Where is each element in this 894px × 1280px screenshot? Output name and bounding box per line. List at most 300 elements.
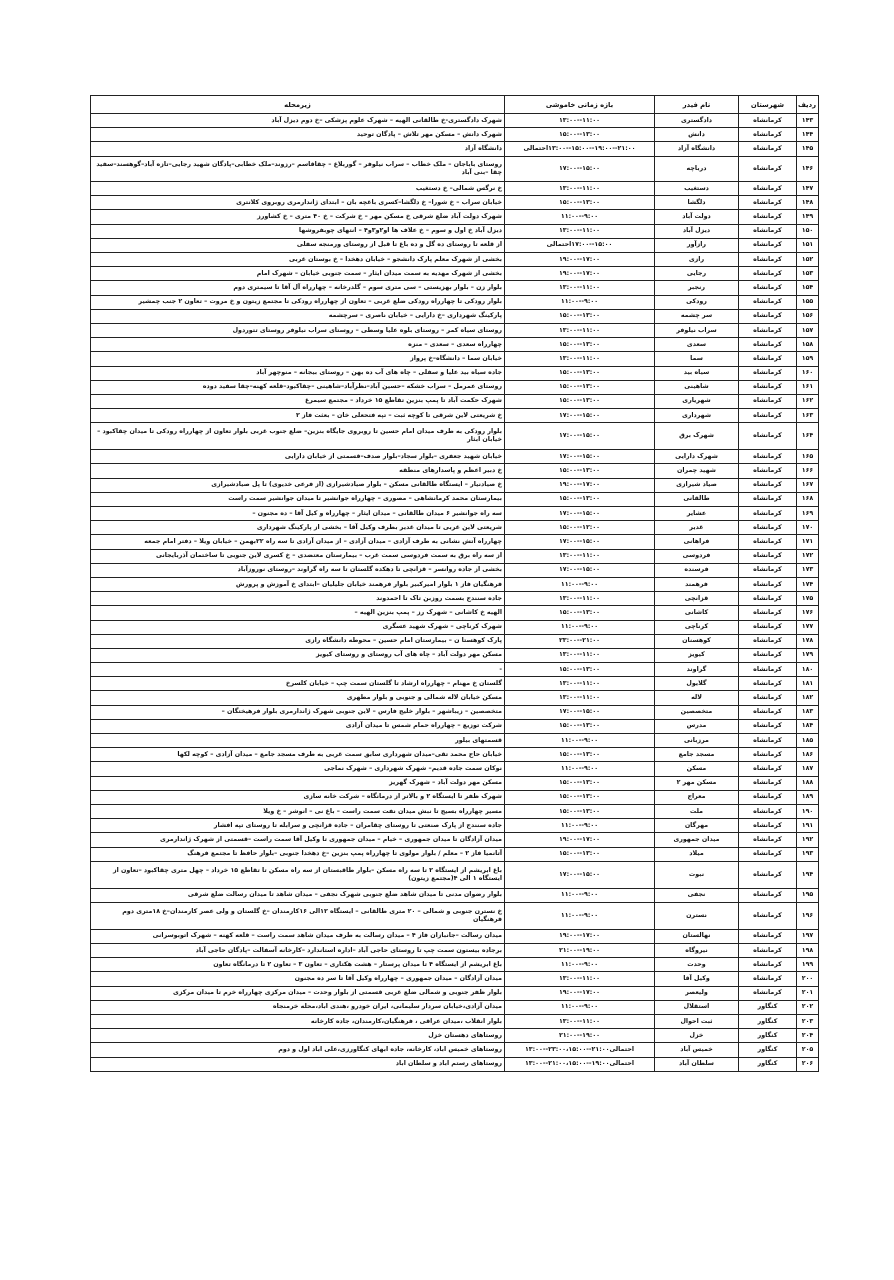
row-number-cell: ۱۷۳ <box>797 563 819 577</box>
feeder-cell: نبوت <box>655 861 739 888</box>
row-number-cell: ۱۸۳ <box>797 705 819 719</box>
county-cell: کرمانشاه <box>739 606 797 620</box>
outage-window-cell: ۱۱:۰۰--۱۳:۰۰ <box>505 114 655 128</box>
table-row <box>91 394 819 408</box>
neighborhood-cell: - <box>91 663 505 677</box>
table-row <box>91 352 819 366</box>
feeder-cell: رازی <box>655 253 739 267</box>
county-cell: کرمانشاه <box>739 423 797 450</box>
feeder-cell: گراوند <box>655 663 739 677</box>
county-cell: کرمانشاه <box>739 253 797 267</box>
neighborhood-cell: خ نرگس شمالی– خ دستغیب <box>91 182 505 196</box>
neighborhood-cell: خیابان سما – دانشگاه–خ پرواز <box>91 352 505 366</box>
table-row <box>91 1057 819 1071</box>
feeder-cell: ملت <box>655 804 739 818</box>
feeder-cell: خزل <box>655 1029 739 1043</box>
county-cell: کرمانشاه <box>739 577 797 591</box>
table-row <box>91 734 819 748</box>
county-cell: کرمانشاه <box>739 705 797 719</box>
county-cell: کرمانشاه <box>739 309 797 323</box>
feeder-cell: درباچه <box>655 156 739 182</box>
county-cell: کرمانشاه <box>739 464 797 478</box>
table-row <box>91 409 819 423</box>
outage-window-cell: ۱۷:۰۰--۱۹:۰۰ <box>505 267 655 281</box>
feeder-cell: شاهینی <box>655 380 739 394</box>
row-number-cell: ۲۰۳ <box>797 1015 819 1029</box>
feeder-cell: طالقانی <box>655 492 739 506</box>
county-cell: کرمانشاه <box>739 295 797 309</box>
outage-window-cell: ۱۱:۰۰--۱۳:۰۰ <box>505 549 655 563</box>
neighborhood-cell: پارک کوهستا ن – بیمارستان امام حسین – محوطه دانشگاه رازی <box>91 634 505 648</box>
outage-window-cell: ۱۳:۰۰--۱۵:۰۰ <box>505 790 655 804</box>
table-row <box>91 1043 819 1057</box>
row-number-cell: ۱۹۲ <box>797 833 819 847</box>
feeder-cell: مسجد جامع <box>655 748 739 762</box>
row-number-cell: ۱۴۶ <box>797 156 819 182</box>
outage-window-cell: ۱۷:۰۰--۱۹:۰۰ <box>505 478 655 492</box>
table-row <box>91 450 819 464</box>
neighborhood-cell: نوکان سمت جاده قدیم– شهرک شهرداری – شهرک نماجی <box>91 762 505 776</box>
feeder-cell: ثبت احوال <box>655 1015 739 1029</box>
row-number-cell: ۱۵۳ <box>797 267 819 281</box>
outage-window-cell: ۱۱:۰۰--۱۳:۰۰ <box>505 323 655 337</box>
county-cell: کرمانشاه <box>739 409 797 423</box>
neighborhood-cell: روستای سیاه کمر – روستای بلوه علیا وسطی – روستای سراب نیلوفر روستای تتوردول <box>91 323 505 337</box>
neighborhood-cell: شهرک کرناچی – شهرک شهید عسگری <box>91 620 505 634</box>
neighborhood-cell: مسکن مهر دولت آباد – شهرک گهریز <box>91 776 505 790</box>
table-row <box>91 634 819 648</box>
table-row <box>91 620 819 634</box>
outage-window-cell: ۱۹:۰۰--۲۱:۰۰ <box>505 944 655 958</box>
outage-window-cell: ۱۷:۰۰--۱۹:۰۰ <box>505 253 655 267</box>
neighborhood-cell: مسکن خیابان لاله شمالی و جنوبی و بلوار مطهری <box>91 691 505 705</box>
row-number-cell: ۱۹۵ <box>797 888 819 902</box>
table-row <box>91 281 819 295</box>
outage-window-cell: ۱۱:۰۰--۱۳:۰۰ <box>505 182 655 196</box>
neighborhood-cell: میدان آزادگان – میدان جمهوری – چهارراه وکیل آقا تا سر ده مجنون <box>91 972 505 986</box>
neighborhood-cell: از قلعه تا روستای ده گل و ده باغ تا قبل از روستای ورمنجه سفلی <box>91 238 505 252</box>
county-cell: کرمانشاه <box>739 861 797 888</box>
county-cell: کرمانشاه <box>739 958 797 972</box>
county-cell: کرمانشاه <box>739 450 797 464</box>
feeder-cell: کیویز <box>655 648 739 662</box>
outage-window-cell: ۱۳:۰۰--۱۵:۰۰ <box>505 380 655 394</box>
county-cell: کرمانشاه <box>739 719 797 733</box>
neighborhood-cell: روستای عمرمل – سراب خشکه –حسین آباد–نظرآباد–شاهینی –چقاکبود–قلعه کهنه–چقا سفید دوده <box>91 380 505 394</box>
neighborhood-cell: خیابان حاج محمد تقی–میدان شهرداری سابق سمت غربی به طرف مسجد جامع – میدان آزادی – کوچه لکها <box>91 748 505 762</box>
feeder-cell: مدرس <box>655 719 739 733</box>
feeder-cell: مهرگان <box>655 819 739 833</box>
outage-window-cell: ۱۵:۰۰--۱۷:۰۰ <box>505 450 655 464</box>
feeder-cell: کوهسنان <box>655 634 739 648</box>
row-number-cell: ۱۵۹ <box>797 352 819 366</box>
county-cell: کرمانشاه <box>739 210 797 224</box>
row-number-cell: ۱۴۹ <box>797 210 819 224</box>
row-number-cell: ۱۸۱ <box>797 677 819 691</box>
table-row <box>91 1000 819 1014</box>
table-row <box>91 902 819 929</box>
feeder-cell: گلایول <box>655 677 739 691</box>
county-cell: کرمانشاه <box>739 549 797 563</box>
feeder-cell: دیزل آباد <box>655 224 739 238</box>
county-cell: کرمانشاه <box>739 196 797 210</box>
outage-window-cell: ۱۳:۰۰--۱۵:۰۰ <box>505 776 655 790</box>
outage-window-cell: ۹:۰۰--۱۱:۰۰ <box>505 210 655 224</box>
county-cell: کرمانشاه <box>739 128 797 142</box>
row-number-cell: ۱۶۷ <box>797 478 819 492</box>
county-cell: کرمانشاه <box>739 224 797 238</box>
header-row <box>91 96 819 114</box>
table-row <box>91 156 819 182</box>
feeder-cell: فرهمند <box>655 577 739 591</box>
table-row <box>91 577 819 591</box>
table-row <box>91 677 819 691</box>
outage-window-cell: ۱۵:۰۰--۱۷:۰۰ <box>505 423 655 450</box>
row-number-cell: ۱۶۸ <box>797 492 819 506</box>
outage-window-cell: ۱۱:۰۰--۱۳:۰۰ <box>505 972 655 986</box>
neighborhood-cell: میدان آزادی،خیابان سردار سلیمانی، ایران خودرو ،هندی اباد،محله خرمنجاه <box>91 1000 505 1014</box>
table-row <box>91 944 819 958</box>
county-cell: کرمانشاه <box>739 691 797 705</box>
outage-window-cell: ۱۵:۰۰--۱۷:۰۰ <box>505 535 655 549</box>
feeder-cell: میلاد <box>655 847 739 861</box>
neighborhood-cell: بلوار رودکی تا چهارراه رودکی ضلع غربی – تعاون از چهارراه رودکی تا مجتمع زیتون و خ مروت – تعاون ۲ جنب چمشیر <box>91 295 505 309</box>
row-number-cell: ۱۷۷ <box>797 620 819 634</box>
table-row <box>91 804 819 818</box>
table-row <box>91 819 819 833</box>
outage-window-cell: ۱۳:۰۰--۱۵:۰۰ <box>505 748 655 762</box>
county-cell: کرمانشاه <box>739 790 797 804</box>
row-number-cell: ۱۹۴ <box>797 861 819 888</box>
county-cell: کرمانشاه <box>739 114 797 128</box>
neighborhood-cell: چهارراه سعدی – سعدی – منزه <box>91 338 505 352</box>
county-cell: کرمانشاه <box>739 902 797 929</box>
feeder-cell: غدیر <box>655 521 739 535</box>
outage-window-cell: ۹:۰۰--۱۱:۰۰ <box>505 762 655 776</box>
outage-window-cell: ۱۱:۰۰--۱۳:۰۰ <box>505 1015 655 1029</box>
outage-window-cell: ۹:۰۰--۱۱:۰۰ <box>505 958 655 972</box>
feeder-cell: دانشگاه آزاد <box>655 142 739 156</box>
neighborhood-cell: باغ ابریشم از ایستگاه ۴ تا میدان پرستار – هشت هکتاری – تعاون ۳ – تعاون ۲ تا درمانگاه تعاون <box>91 958 505 972</box>
outage-window-cell: ۲۱:۰۰--۱۹:۰۰--۱۵:۰۰--۱۳:۰۰احتمالی <box>505 142 655 156</box>
row-number-cell: ۱۷۱ <box>797 535 819 549</box>
outage-window-cell: ۹:۰۰--۱۱:۰۰ <box>505 819 655 833</box>
neighborhood-cell: پارکینگ شهرداری –خ دارایی – خیابان ناصری – سرچشمه <box>91 309 505 323</box>
feeder-cell: شهرک دارایی <box>655 450 739 464</box>
row-number-cell: ۱۶۵ <box>797 450 819 464</box>
neighborhood-cell: روستاهای خمیس اباد، کارخانه، جاده ابهای کنگاورزی،علی اباد اول و دوم <box>91 1043 505 1057</box>
table-row <box>91 238 819 252</box>
table-row <box>91 323 819 337</box>
row-number-cell: ۱۷۵ <box>797 592 819 606</box>
row-number-cell: ۱۵۵ <box>797 295 819 309</box>
county-cell: کرمانشاه <box>739 563 797 577</box>
table-row <box>91 492 819 506</box>
feeder-cell: شهرک برق <box>655 423 739 450</box>
table-row <box>91 762 819 776</box>
table-row <box>91 478 819 492</box>
row-number-cell: ۱۸۹ <box>797 790 819 804</box>
outage-window-cell: ۱۳:۰۰--۱۵:۰۰ <box>505 464 655 478</box>
outage-window-cell: ۱۳:۰۰--۱۵:۰۰ <box>505 492 655 506</box>
table-row <box>91 142 819 156</box>
neighborhood-cell: بلوار انقلاب ،میدان عراقی ، فرهنگیان،کارمندان، جاده کارخانه <box>91 1015 505 1029</box>
table-row <box>91 592 819 606</box>
outage-window-cell: ۹:۰۰--۱۱:۰۰ <box>505 620 655 634</box>
table-body <box>91 114 819 1072</box>
neighborhood-cell: شهرک حکمت آباد تا پمپ بنزین تقاطع ۱۵ خرداد – مجتمع سیمرغ <box>91 394 505 408</box>
outage-window-cell: ۱۳:۰۰--۱۵:۰۰ <box>505 394 655 408</box>
outage-window-cell: ۱۵:۰۰--۱۷:۰۰ <box>505 563 655 577</box>
table-row <box>91 423 819 450</box>
row-number-cell: ۱۵۴ <box>797 281 819 295</box>
neighborhood-cell: الهیه خ کاشانی – شهرک رز – پمپ بنزین الهیه – <box>91 606 505 620</box>
neighborhood-cell: فرهنگیان فاز ۱ بلوار امیرکبیر بلوار فرهمند خیابان جلیلیان –ابتدای خ آموزش و پرورش <box>91 577 505 591</box>
outage-window-cell: ۹:۰۰--۱۱:۰۰ <box>505 888 655 902</box>
county-cell: کرمانشاه <box>739 338 797 352</box>
row-number-cell: ۱۴۷ <box>797 182 819 196</box>
table-row <box>91 253 819 267</box>
outage-window-cell: ۱۳:۰۰--۱۵:۰۰ <box>505 196 655 210</box>
table-row <box>91 1015 819 1029</box>
neighborhood-cell: مسیر چهارراه بسیج تا نبش میدان نفت سمت راست – باغ نی – انوشر – خ ویلا <box>91 804 505 818</box>
feeder-cell: دستغیب <box>655 182 739 196</box>
neighborhood-cell: بخشی از شهرک معلم پارک دانشجو – خیابان دهخدا – خ بوستان غربی <box>91 253 505 267</box>
neighborhood-cell: آتانمیا فاز ۲ – معلم / بلوار مولوی تا چهارراه پمپ بنزین –خ دهخدا جنوبی –بلوار حافظ تا مجتمع فرهنگ <box>91 847 505 861</box>
header-outage-window: بازه زمانی خاموشی <box>505 96 655 114</box>
outage-window-cell: ۱۱:۰۰--۱۳:۰۰ <box>505 648 655 662</box>
row-number-cell: ۱۹۰ <box>797 804 819 818</box>
row-number-cell: ۱۸۶ <box>797 748 819 762</box>
county-cell: کرمانشاه <box>739 478 797 492</box>
county-cell: کرمانشاه <box>739 323 797 337</box>
outage-window-cell: ۱۵:۰۰--۱۷:۰۰ <box>505 156 655 182</box>
feeder-cell: عشایر <box>655 507 739 521</box>
county-cell: کنگاور <box>739 1000 797 1014</box>
outage-window-cell: ۹:۰۰--۱۱:۰۰ <box>505 902 655 929</box>
outage-window-cell: ۹:۰۰--۱۱:۰۰ <box>505 577 655 591</box>
county-cell: کرمانشاه <box>739 620 797 634</box>
feeder-cell: قزانچی <box>655 592 739 606</box>
table-row <box>91 309 819 323</box>
county-cell: کرمانشاه <box>739 492 797 506</box>
neighborhood-cell: خ صیادنیار – ایستگاه طالقانی مسکن – بلوار صیادشیرازی (از فرعی خدیوی) تا پل صیادشیرازی <box>91 478 505 492</box>
county-cell: کرمانشاه <box>739 663 797 677</box>
row-number-cell: ۱۶۹ <box>797 507 819 521</box>
county-cell: کرمانشاه <box>739 521 797 535</box>
outage-window-cell: ۱۳:۰۰--۱۵:۰۰ <box>505 366 655 380</box>
outage-window-cell: ۱۳:۰۰--۱۵:۰۰ <box>505 663 655 677</box>
neighborhood-cell: خیابان شهید جعفری –بلوار سجاد–بلوار صدف–قسمتی از خیابان دارایی <box>91 450 505 464</box>
neighborhood-cell: میدان آزادگان تا میدان جمهوری – خیام – میدان جمهوری تا وکیل آقا سمت راست –قسمتی از شهرک ژاندارمری <box>91 833 505 847</box>
row-number-cell: ۱۷۶ <box>797 606 819 620</box>
row-number-cell: ۱۸۸ <box>797 776 819 790</box>
feeder-cell: سر چشمه <box>655 309 739 323</box>
feeder-cell: نیروگاه <box>655 944 739 958</box>
feeder-cell: کاشانی <box>655 606 739 620</box>
county-cell: کرمانشاه <box>739 944 797 958</box>
feeder-cell: شهید چمران <box>655 464 739 478</box>
county-cell: کرمانشاه <box>739 986 797 1000</box>
row-number-cell: ۱۹۹ <box>797 958 819 972</box>
outage-window-cell: ۱۵:۰۰--۱۷:۰۰ <box>505 705 655 719</box>
outage-window-cell: ۹:۰۰--۱۱:۰۰ <box>505 734 655 748</box>
feeder-cell: رنجبر <box>655 281 739 295</box>
county-cell: کرمانشاه <box>739 182 797 196</box>
outage-window-cell: ۱۳:۰۰--۱۵:۰۰ <box>505 847 655 861</box>
outage-window-cell: ۱۱:۰۰--۱۳:۰۰ <box>505 224 655 238</box>
table-row <box>91 114 819 128</box>
outage-window-cell: ۱۲:۰۰--۱۵:۰۰ <box>505 521 655 535</box>
county-cell: کرمانشاه <box>739 748 797 762</box>
neighborhood-cell: شرکت توزیع – چهارراه حمام شمس تا میدان آزادی <box>91 719 505 733</box>
neighborhood-cell: چهارراه آتش نشانی به طرف آزادی – میدان آزادی – از میدان آزادی تا سه راه ۲۲بهمن – خیابان ویلا – دفتر امام جمعه <box>91 535 505 549</box>
outage-window-cell: ۱۱:۰۰--۱۳:۰۰ <box>505 592 655 606</box>
neighborhood-cell: جاده سنندج بسمت روزبن تاک تا احمدوند <box>91 592 505 606</box>
row-number-cell: ۱۸۲ <box>797 691 819 705</box>
feeder-cell: وحدت <box>655 958 739 972</box>
feeder-cell: رازآور <box>655 238 739 252</box>
table-row <box>91 648 819 662</box>
neighborhood-cell: شهرک ظفر تا ایستگاه ۲ و بالاتر از درمانگاه – شرکت خانه سازی <box>91 790 505 804</box>
row-number-cell: ۱۶۰ <box>797 366 819 380</box>
county-cell: کرمانشاه <box>739 366 797 380</box>
feeder-cell: صیاد شیرازی <box>655 478 739 492</box>
row-number-cell: ۱۹۶ <box>797 902 819 929</box>
county-cell: کرمانشاه <box>739 267 797 281</box>
neighborhood-cell: بلوار ظفر جنوبی و شمالی ضلع غربی قسمتی از بلوار وحدت – میدان مرکزی چهارراه خرم تا میدان مرکزی <box>91 986 505 1000</box>
county-cell: کرمانشاه <box>739 507 797 521</box>
county-cell: کرمانشاه <box>739 677 797 691</box>
county-cell: کرمانشاه <box>739 734 797 748</box>
neighborhood-cell: قسمتهای بیلور <box>91 734 505 748</box>
county-cell: کنگاور <box>739 1029 797 1043</box>
table-row <box>91 861 819 888</box>
outage-window-cell: ۱۷:۰۰--۱۹:۰۰ <box>505 833 655 847</box>
row-number-cell: ۱۷۲ <box>797 549 819 563</box>
table-row <box>91 986 819 1000</box>
table-row <box>91 128 819 142</box>
table-row <box>91 929 819 943</box>
table-row <box>91 366 819 380</box>
feeder-cell: دلگشا <box>655 196 739 210</box>
row-number-cell: ۱۵۶ <box>797 309 819 323</box>
row-number-cell: ۱۹۷ <box>797 929 819 943</box>
feeder-cell: شهرداری <box>655 409 739 423</box>
row-number-cell: ۱۹۸ <box>797 944 819 958</box>
feeder-cell: فرسنده <box>655 563 739 577</box>
table-row <box>91 267 819 281</box>
neighborhood-cell: جاده سیاه بید علیا و سفلی – چاه های آب ده بهن – روستای بیجانه – منوچهر آباد <box>91 366 505 380</box>
table-row <box>91 380 819 394</box>
table-row <box>91 521 819 535</box>
outage-window-cell: ۱۳:۰۰--۱۵:۰۰ <box>505 309 655 323</box>
table-row <box>91 563 819 577</box>
feeder-cell: متخصصین <box>655 705 739 719</box>
feeder-cell: میدان جمهوری <box>655 833 739 847</box>
neighborhood-cell: بلوار رودکی به طرف میدان امام حسین تا روبروی جایگاه بنزین– ضلع جنوب غربی بلوار تعاون از چهارراه رودکی تا میدان چقاکبود – خیابان ابثار <box>91 423 505 450</box>
outage-window-cell: ۱۳:۰۰--۱۵:۰۰ <box>505 719 655 733</box>
feeder-cell: رجایی <box>655 267 739 281</box>
row-number-cell: ۲۰۱ <box>797 986 819 1000</box>
feeder-cell: دادگستری <box>655 114 739 128</box>
table-row <box>91 790 819 804</box>
row-number-cell: ۱۵۰ <box>797 224 819 238</box>
county-cell: کرمانشاه <box>739 804 797 818</box>
row-number-cell: ۱۶۲ <box>797 394 819 408</box>
outage-window-cell: ۱۵:۰۰--۱۷:۰۰احتمالی <box>505 238 655 252</box>
neighborhood-cell: خ دبیر اعظم و پاسدارهای منطقه <box>91 464 505 478</box>
outage-window-cell: ۹:۰۰--۱۱:۰۰ <box>505 295 655 309</box>
table-row <box>91 833 819 847</box>
feeder-cell: خمیس آباد <box>655 1043 739 1057</box>
row-number-cell: ۱۴۸ <box>797 196 819 210</box>
feeder-cell: مسکن <box>655 762 739 776</box>
county-cell: کرمانشاه <box>739 776 797 790</box>
county-cell: کرمانشاه <box>739 819 797 833</box>
feeder-cell: دانش <box>655 128 739 142</box>
county-cell: کرمانشاه <box>739 535 797 549</box>
row-number-cell: ۱۴۳ <box>797 114 819 128</box>
county-cell: کرمانشاه <box>739 592 797 606</box>
neighborhood-cell: جاده سنندج از پارک صنعتی تا روستای چقامران – جاده قزانچی و سرابله تا روستای تپه افشار <box>91 819 505 833</box>
header-county: شهرستان <box>739 96 797 114</box>
feeder-cell: سراب نیلوفر <box>655 323 739 337</box>
county-cell: کرمانشاه <box>739 847 797 861</box>
row-number-cell: ۲۰۵ <box>797 1043 819 1057</box>
outage-window-cell: ۱۱:۰۰--۱۳:۰۰ <box>505 677 655 691</box>
row-number-cell: ۱۹۱ <box>797 819 819 833</box>
feeder-cell: نهالستان <box>655 929 739 943</box>
row-number-cell: ۲۰۶ <box>797 1057 819 1071</box>
neighborhood-cell: روستاهای دهستان خزل <box>91 1029 505 1043</box>
outage-window-cell: ۱۱:۰۰--۱۳:۰۰ <box>505 691 655 705</box>
county-cell: کرمانشاه <box>739 142 797 156</box>
neighborhood-cell: روستای باباجان – ملک خطاب – سراب نیلوفر – گوربلاغ – چقاقاسم –رزوند–ملک خطابی–پادگان شهید رجایی–تازه آباد–گوهسند–سفید چقا –بنی آباد <box>91 156 505 182</box>
neighborhood-cell: گلستان خ مهنام – چهارراه ارشاد تا گلستان سمت چپ – خیابان کلسرخ <box>91 677 505 691</box>
row-number-cell: ۱۶۴ <box>797 423 819 450</box>
outage-window-cell: ۹:۰۰--۱۱:۰۰ <box>505 1000 655 1014</box>
neighborhood-cell: خیابان سراب – خ شورا– خ دلگشا–کسری باغچه بان – ابتدای ژاندارمری روبروی کلانتری <box>91 196 505 210</box>
outage-schedule-sheet <box>90 95 818 1072</box>
feeder-cell: رودکی <box>655 295 739 309</box>
neighborhood-cell: شهرک دانش – مسکن مهر تلاش – پادگان توحید <box>91 128 505 142</box>
table-row <box>91 748 819 762</box>
table-row <box>91 210 819 224</box>
row-number-cell: ۱۷۹ <box>797 648 819 662</box>
outage-window-cell: ۱۷:۰۰--۱۹:۰۰ <box>505 929 655 943</box>
feeder-cell: سعدی <box>655 338 739 352</box>
county-cell: کنگاور <box>739 1043 797 1057</box>
county-cell: کرمانشاه <box>739 634 797 648</box>
row-number-cell: ۱۵۸ <box>797 338 819 352</box>
neighborhood-cell: بلوار رضوان مدنی تا میدان شاهد ضلع جنوبی شهرک نجفی – میدان شاهد تا میدان رسالت ضلع شرقی <box>91 888 505 902</box>
table-row <box>91 691 819 705</box>
feeder-cell: مسکن مهر ۲ <box>655 776 739 790</box>
neighborhood-cell: بخشی از شهرک مهدیه به سمت میدان ایثار – سمت جنوبی خیابان – شهرک امام <box>91 267 505 281</box>
feeder-cell: کرناچی <box>655 620 739 634</box>
feeder-cell: سیاه بید <box>655 366 739 380</box>
neighborhood-cell: بیمارستان محمد کرمانشاهی – مصوری – چهارراه جوانشیر تا میدان جوانشیر سمت راست <box>91 492 505 506</box>
header-neighborhood: زیرمحله <box>91 96 505 114</box>
row-number-cell: ۱۵۷ <box>797 323 819 337</box>
row-number-cell: ۲۰۰ <box>797 972 819 986</box>
feeder-cell: سما <box>655 352 739 366</box>
county-cell: کرمانشاه <box>739 281 797 295</box>
row-number-cell: ۱۵۱ <box>797 238 819 252</box>
table-row <box>91 719 819 733</box>
neighborhood-cell: متخصصین – زیباشهر – بلوار خلیج فارس – لاین جنوبی شهرک ژاندارمری بلوار فرهیختگان – <box>91 705 505 719</box>
